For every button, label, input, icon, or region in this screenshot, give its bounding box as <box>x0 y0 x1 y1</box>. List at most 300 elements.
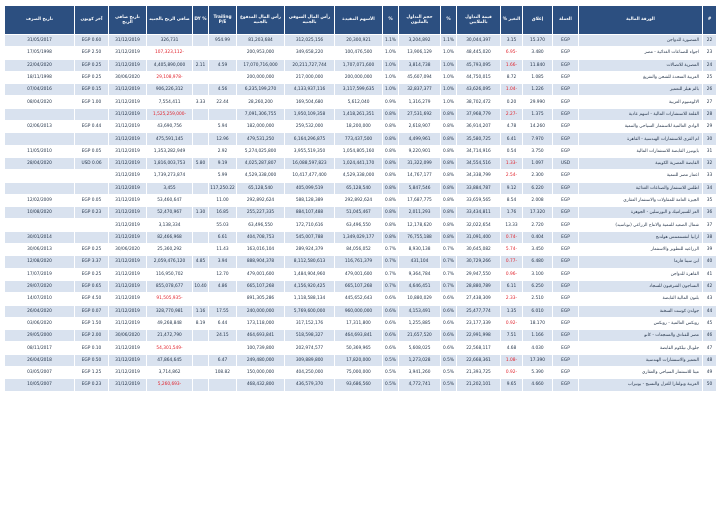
table-cell: 31/12/2019 <box>109 170 147 182</box>
table-cell: 0.8% <box>383 182 399 194</box>
table-cell: 1,273,028 <box>399 354 441 366</box>
table-cell: 13.33 <box>501 219 523 231</box>
column-header-6[interactable]: % <box>441 6 457 35</box>
table-cell: 17,820,000 <box>335 354 383 366</box>
table-cell: 31/12/2019 <box>109 108 147 120</box>
table-row[interactable] <box>5 244 717 256</box>
column-header-12[interactable]: Trailing P/E <box>209 6 237 35</box>
table-cell: 40 <box>703 256 717 268</box>
table-cell: 24.15 <box>209 330 237 342</box>
table-row[interactable] <box>5 379 717 391</box>
table-cell: 4,529,338,000 <box>335 170 383 182</box>
table-cell: EGP 0.60 <box>75 35 109 47</box>
table-cell: 326,731 <box>147 35 193 47</box>
table-cell: 3.750 <box>523 145 553 157</box>
table-cell: 37 <box>703 219 717 231</box>
table-cell: 0.7% <box>441 280 457 292</box>
table-cell: 906,226,312 <box>147 84 193 96</box>
table-cell: USD 0.06 <box>75 157 109 169</box>
table-cell: 349,658,220 <box>285 47 335 59</box>
table-cell: 545,007,788 <box>285 231 335 243</box>
column-header-13[interactable]: % DY <box>193 6 209 35</box>
column-header-11[interactable]: رأس المال المدفوع بالجنيه <box>237 6 285 35</box>
security-name-cell[interactable]: الزراعيه للتطوير والاستثمار <box>579 244 703 256</box>
table-row[interactable] <box>5 256 717 268</box>
security-name-cell[interactable]: بايونيرز القابضة للاستثمارات المالية <box>579 145 703 157</box>
table-cell: 3,714,862 <box>147 367 193 379</box>
security-name-cell[interactable]: القاهرة للدواجن <box>579 268 703 280</box>
table-cell <box>75 182 109 194</box>
table-cell: 03/06/2020 <box>5 317 75 329</box>
column-header-10[interactable]: رأس المال السوقي بالجنيه <box>285 6 335 35</box>
security-name-cell[interactable]: روبكس العالمية - روبكس <box>579 317 703 329</box>
table-cell: 2.720 <box>523 219 553 231</box>
table-cell: -2.27 <box>501 108 523 120</box>
table-cell: 0.9% <box>383 96 399 108</box>
column-header-2[interactable]: العملة <box>553 6 579 35</box>
table-cell: 2.008 <box>523 194 553 206</box>
table-cell: 1,739,273,874 <box>147 170 193 182</box>
table-cell: 28,880,789 <box>457 280 501 292</box>
table-cell: 8.72 <box>501 71 523 83</box>
table-cell: 173,118,000 <box>237 317 285 329</box>
table-row[interactable] <box>5 219 717 231</box>
table-cell: 3.94 <box>209 256 237 268</box>
table-cell: EGP <box>553 330 579 342</box>
table-cell: 17.390 <box>523 354 553 366</box>
table-cell: 11/05/2010 <box>5 145 75 157</box>
table-row[interactable] <box>5 84 717 96</box>
table-cell: EGP <box>553 133 579 145</box>
security-name-cell[interactable]: التعمير والاستشارات الهندسية <box>579 354 703 366</box>
table-row[interactable] <box>5 293 717 305</box>
table-cell: 0.6% <box>441 305 457 317</box>
security-name-cell[interactable]: القلعة للاستشارات المالية - اسهم عادية <box>579 108 703 120</box>
table-cell: 436,579,370 <box>285 379 335 391</box>
table-cell: 1.16 <box>193 305 209 317</box>
table-cell: 45,607,094 <box>399 71 441 83</box>
security-name-cell[interactable]: ابن سينا فارما <box>579 256 703 268</box>
table-row[interactable] <box>5 59 717 71</box>
table-cell: 312,025,156 <box>285 35 335 47</box>
table-cell <box>209 379 237 391</box>
table-cell: 34,554,516 <box>457 157 501 169</box>
table-cell: 63,496,550 <box>237 219 285 231</box>
table-row[interactable] <box>5 305 717 317</box>
table-cell: 12.96 <box>209 133 237 145</box>
table-cell: 0.5% <box>383 379 399 391</box>
table-cell: 5,612,040 <box>335 96 383 108</box>
table-cell <box>193 35 209 47</box>
table-cell: 309,889,800 <box>285 354 335 366</box>
table-cell <box>193 244 209 256</box>
table-row[interactable] <box>5 268 717 280</box>
table-row[interactable] <box>5 47 717 59</box>
table-cell: 14,767,177 <box>399 170 441 182</box>
table-cell: 30 <box>703 133 717 145</box>
column-header-1[interactable]: الورقة المالية <box>579 6 703 35</box>
table-cell: 10,417,477,400 <box>285 170 335 182</box>
table-cell: 29 <box>703 121 717 133</box>
table-cell: 25,360,292 <box>147 244 193 256</box>
table-cell: 2.11 <box>193 59 209 71</box>
table-cell: 32,022,654 <box>457 219 501 231</box>
table-cell: 07/04/2016 <box>5 84 75 96</box>
table-cell: 9,220,901 <box>399 145 441 157</box>
table-cell: 21,472,790 <box>147 330 193 342</box>
table-cell: EGP <box>553 268 579 280</box>
table-cell <box>209 342 237 354</box>
table-cell: EGP 0.50 <box>75 354 109 366</box>
table-cell: 6.11 <box>501 280 523 292</box>
table-cell: 23 <box>703 47 717 59</box>
table-row[interactable] <box>5 108 717 120</box>
column-header-17[interactable]: تاريخ الصرف <box>5 6 75 35</box>
security-name-cell[interactable]: شمال الصعيد للتنمية والانتاج الزراعي (نوباسيد) <box>579 219 703 231</box>
table-cell: EGP <box>553 108 579 120</box>
table-cell <box>193 108 209 120</box>
table-cell: EGP <box>553 293 579 305</box>
security-name-cell[interactable]: مصر للفنادق والمنتجعات - كانو <box>579 330 703 342</box>
table-cell: 55.03 <box>209 219 237 231</box>
table-cell: -6.95 <box>501 47 523 59</box>
table-cell: 12/02/2009 <box>5 194 75 206</box>
security-name-cell[interactable]: النساجون الشرقيون للسجاد <box>579 280 703 292</box>
table-cell: 35 <box>703 194 717 206</box>
security-name-cell[interactable]: المصرية للاتصالات <box>579 59 703 71</box>
security-name-cell[interactable]: الوادي العالمية للاستثمار السياحي والتنمية <box>579 121 703 133</box>
table-cell: EGP 0.25 <box>75 59 109 71</box>
table-cell: 445,652,643 <box>335 293 383 305</box>
table-cell: EGP <box>553 244 579 256</box>
table-row[interactable] <box>5 157 717 169</box>
security-name-cell[interactable]: الجيزة العامة للمقاولات والاستثمار العقاري <box>579 194 703 206</box>
security-name-cell[interactable]: اجواء للصناعات الغذائية - مصر <box>579 47 703 59</box>
security-name-cell[interactable]: ام القرى للاستثمارات الهندسية - القاهرة <box>579 133 703 145</box>
table-cell: 4,405,890,000 <box>147 59 193 71</box>
table-cell <box>193 84 209 96</box>
table-cell: 31 <box>703 145 717 157</box>
table-row[interactable] <box>5 342 717 354</box>
table-cell: 665,107,268 <box>335 280 383 292</box>
table-cell: EGP <box>553 207 579 219</box>
table-cell: 0.7% <box>441 244 457 256</box>
security-name-cell[interactable]: جولدن كوست السخنة <box>579 305 703 317</box>
table-cell: 5.390 <box>523 367 553 379</box>
table-cell: 43,690,756 <box>147 121 193 133</box>
table-cell: 5,274,025,800 <box>237 145 285 157</box>
table-row[interactable] <box>5 194 717 206</box>
table-cell: 6.480 <box>523 256 553 268</box>
table-cell: 2,618,907 <box>399 121 441 133</box>
table-cell <box>193 231 209 243</box>
table-cell: 328,770,981 <box>147 305 193 317</box>
table-cell: -5.74 <box>501 244 523 256</box>
table-cell: 31/12/2019 <box>109 47 147 59</box>
table-cell: 0.6% <box>441 330 457 342</box>
table-row[interactable] <box>5 280 717 292</box>
table-cell: EGP 2.50 <box>75 47 109 59</box>
table-cell: 10.40 <box>193 280 209 292</box>
security-name-cell[interactable]: القابضة المصرية الكويتية <box>579 157 703 169</box>
table-cell: 7.51 <box>501 330 523 342</box>
table-cell: 23,177,339 <box>457 317 501 329</box>
table-cell: 3.15 <box>501 35 523 47</box>
column-header-15[interactable]: تاريخ صافي الربح <box>109 6 147 35</box>
table-cell: 84,056,052 <box>335 244 383 256</box>
table-cell: 20,211,727,744 <box>285 59 335 71</box>
table-cell: -2.33 <box>501 293 523 305</box>
table-cell: 3,117,599,635 <box>335 84 383 96</box>
table-row[interactable] <box>5 121 717 133</box>
table-cell: 31/12/2019 <box>109 305 147 317</box>
table-cell: -2.54 <box>501 170 523 182</box>
table-cell: 0.8% <box>441 121 457 133</box>
table-cell: 5,847,546 <box>399 182 441 194</box>
table-cell: 12.70 <box>209 268 237 280</box>
table-cell: 4,153,491 <box>399 305 441 317</box>
table-cell: 26/04/2018 <box>5 354 75 366</box>
table-cell: 163,016,104 <box>237 244 285 256</box>
table-cell <box>75 231 109 243</box>
table-cell: 0.54 <box>501 145 523 157</box>
table-cell: USD <box>553 157 579 169</box>
table-cell: 4,133,937,116 <box>285 84 335 96</box>
table-cell: 3.33 <box>193 96 209 108</box>
table-cell: 31/12/2019 <box>109 231 147 243</box>
table-cell: 36 <box>703 207 717 219</box>
column-header-0[interactable]: # <box>703 6 717 35</box>
column-header-9[interactable]: الأسهم المقيدة <box>335 6 383 35</box>
table-cell: 172,710,616 <box>285 219 335 231</box>
table-cell: -5,260,693 <box>147 379 193 391</box>
table-cell: 49 <box>703 367 717 379</box>
table-cell: 76,755,188 <box>399 231 441 243</box>
security-name-cell[interactable]: اعمار مصر للتنمية <box>579 170 703 182</box>
table-cell: 31/12/2019 <box>109 182 147 194</box>
table-cell: 0.6% <box>383 293 399 305</box>
table-cell: 3.480 <box>523 47 553 59</box>
table-cell: 65,128,540 <box>237 182 285 194</box>
table-cell: 0.8% <box>383 145 399 157</box>
table-cell: 14.260 <box>523 121 553 133</box>
table-cell: 169,504,680 <box>285 96 335 108</box>
table-cell: 3,138,334 <box>147 219 193 231</box>
table-row[interactable] <box>5 96 717 108</box>
table-row[interactable] <box>5 231 717 243</box>
table-cell: 588,128,389 <box>285 194 335 206</box>
table-cell: 0.8% <box>441 194 457 206</box>
table-cell: 0.8% <box>441 157 457 169</box>
table-cell: 25 <box>703 71 717 83</box>
table-cell: 1,707,071,600 <box>335 59 383 71</box>
table-cell: EGP 4.50 <box>75 293 109 305</box>
security-name-cell[interactable]: ميثا للاستثمار السياحي والعقاري <box>579 367 703 379</box>
table-cell: 4.78 <box>501 121 523 133</box>
table-cell: 4,156,920,425 <box>285 280 335 292</box>
column-header-16[interactable]: آخر كوبون <box>75 6 109 35</box>
table-cell: -1,525,259,000 <box>147 108 193 120</box>
table-cell: 1,816,003,753 <box>147 157 193 169</box>
table-cell: 665,107,268 <box>237 280 285 292</box>
table-cell: EGP <box>553 170 579 182</box>
table-cell: 10,880,029 <box>399 293 441 305</box>
table-cell: 1,118,588,134 <box>285 293 335 305</box>
table-cell <box>193 194 209 206</box>
table-row[interactable] <box>5 317 717 329</box>
table-cell: 3,814,738 <box>399 59 441 71</box>
table-row[interactable] <box>5 182 717 194</box>
table-cell: 4.59 <box>209 59 237 71</box>
table-cell: 0.7% <box>441 268 457 280</box>
table-cell: 31,322,099 <box>399 157 441 169</box>
table-body <box>5 35 717 392</box>
table-cell: EGP 0.65 <box>75 280 109 292</box>
table-cell: 1.0% <box>383 59 399 71</box>
table-cell <box>193 47 209 59</box>
table-cell: 100,476,500 <box>335 47 383 59</box>
table-cell: 117,250.22 <box>209 182 237 194</box>
security-name-cell[interactable]: المنصورة للدواجن <box>579 35 703 47</box>
table-cell: 31/12/2019 <box>109 207 147 219</box>
table-cell: 15.370 <box>523 35 553 47</box>
table-row[interactable] <box>5 367 717 379</box>
column-header-14[interactable]: صافي الربح بالجنيه <box>147 6 193 35</box>
security-name-cell[interactable]: ارابيا انفستمنتس هولدنج <box>579 231 703 243</box>
table-row[interactable] <box>5 133 717 145</box>
table-cell <box>5 133 75 145</box>
table-cell: 45,793,095 <box>457 59 501 71</box>
table-cell: 36,914,207 <box>457 121 501 133</box>
table-cell: 200,953,000 <box>237 47 285 59</box>
table-cell: 891,305,286 <box>237 293 285 305</box>
table-cell <box>193 367 209 379</box>
table-cell: 31/12/2019 <box>109 379 147 391</box>
table-cell: 404,708,753 <box>237 231 285 243</box>
security-name-cell[interactable]: العربية وبولفارا للغزل والنسيج - يونيراب <box>579 379 703 391</box>
table-cell: 82,466,968 <box>147 231 193 243</box>
table-cell: EGP <box>553 96 579 108</box>
table-cell <box>209 293 237 305</box>
table-cell: 47 <box>703 342 717 354</box>
table-cell: 1.0% <box>383 47 399 59</box>
table-row[interactable] <box>5 330 717 342</box>
table-cell: 1.375 <box>523 108 553 120</box>
table-cell: 29/05/2000 <box>5 330 75 342</box>
table-cell: 31/12/2019 <box>109 133 147 145</box>
table-cell: -0.77 <box>501 256 523 268</box>
table-cell <box>193 354 209 366</box>
table-cell: 30/06/2020 <box>109 330 147 342</box>
table-cell: 27,531,692 <box>399 108 441 120</box>
table-cell: 404,250,000 <box>285 367 335 379</box>
table-cell: 7,554,411 <box>147 96 193 108</box>
table-cell <box>193 145 209 157</box>
table-cell: EGP 1.50 <box>75 317 109 329</box>
table-cell: 45 <box>703 317 717 329</box>
table-row[interactable] <box>5 170 717 182</box>
column-header-4[interactable]: التغير % <box>501 6 523 35</box>
table-cell: 884,107,488 <box>285 207 335 219</box>
table-cell: 17/05/1998 <box>5 47 75 59</box>
table-cell: 0.8% <box>383 133 399 145</box>
table-cell: 0.8% <box>441 182 457 194</box>
table-cell: 30/01/2014 <box>5 231 75 243</box>
table-cell: 29.990 <box>523 96 553 108</box>
table-cell: 182,000,000 <box>237 121 285 133</box>
table-cell: 39 <box>703 244 717 256</box>
table-row[interactable] <box>5 207 717 219</box>
table-cell: 1.226 <box>523 84 553 96</box>
table-cell: -1.33 <box>501 157 523 169</box>
column-header-5[interactable]: قيمة التداول بالملايين <box>457 6 501 35</box>
security-name-cell[interactable]: العربية المتحدة للشحن والتفريغ <box>579 71 703 83</box>
table-cell: 150,000,000 <box>237 367 285 379</box>
column-header-8[interactable]: % <box>383 6 399 35</box>
table-cell: 960,000,000 <box>335 305 383 317</box>
column-header-3[interactable]: إغلاق <box>523 6 553 35</box>
table-cell: EGP 0.05 <box>75 145 109 157</box>
table-cell: EGP <box>553 305 579 317</box>
security-name-cell[interactable]: جلوبال تيلكوم القابضة <box>579 342 703 354</box>
table-cell: 31/12/2019 <box>109 59 147 71</box>
table-cell: 3,941,260 <box>399 367 441 379</box>
table-cell: 34,714,916 <box>457 145 501 157</box>
table-cell: 03/05/2007 <box>5 367 75 379</box>
table-cell: 7.970 <box>523 133 553 145</box>
table-row[interactable] <box>5 354 717 366</box>
table-cell: EGP 1.00 <box>75 96 109 108</box>
security-name-cell[interactable]: بلتون المالية القابضة <box>579 293 703 305</box>
table-cell: 0.6% <box>383 305 399 317</box>
table-cell <box>193 268 209 280</box>
security-name-cell[interactable]: العز للسيراميك و البورسلين - الجوهرة <box>579 207 703 219</box>
table-cell: 0.5% <box>441 367 457 379</box>
table-cell: 8,930,138 <box>399 244 441 256</box>
table-cell: 30,645,082 <box>457 244 501 256</box>
table-cell: 479,001,600 <box>335 268 383 280</box>
security-name-cell[interactable]: بالم هيلز للتعمير <box>579 84 703 96</box>
table-row[interactable] <box>5 145 717 157</box>
table-cell: 63,496,550 <box>335 219 383 231</box>
table-cell: 30/06/2020 <box>109 71 147 83</box>
column-header-7[interactable]: حجم التداول بالمليون <box>399 6 441 35</box>
table-cell: 108.82 <box>209 367 237 379</box>
table-row[interactable] <box>5 71 717 83</box>
table-cell: 38,702,472 <box>457 96 501 108</box>
table-cell: 11.840 <box>523 59 553 71</box>
table-cell: 21,657,520 <box>399 330 441 342</box>
table-cell: 6.47 <box>209 354 237 366</box>
table-cell: EGP <box>553 121 579 133</box>
table-cell: 1.1% <box>441 35 457 47</box>
table-row[interactable] <box>5 35 717 47</box>
table-cell: 32,837,377 <box>399 84 441 96</box>
table-cell: -107,323,112 <box>147 47 193 59</box>
table-cell: 3,455 <box>147 182 193 194</box>
table-cell: -0.74 <box>501 231 523 243</box>
security-name-cell[interactable]: اطلس للاستثمار والصناعات الغذائية <box>579 182 703 194</box>
table-cell: 35,580,725 <box>457 133 501 145</box>
table-cell: 8.54 <box>501 194 523 206</box>
table-cell: 200,000,000 <box>335 71 383 83</box>
table-cell: -54,301,549 <box>147 342 193 354</box>
table-cell: EGP 0.25 <box>75 71 109 83</box>
table-cell: 5.80 <box>193 157 209 169</box>
table-cell: 21,202,101 <box>457 379 501 391</box>
security-name-cell[interactable]: الالومنيوم العربية <box>579 96 703 108</box>
table-cell: 0.8% <box>383 108 399 120</box>
